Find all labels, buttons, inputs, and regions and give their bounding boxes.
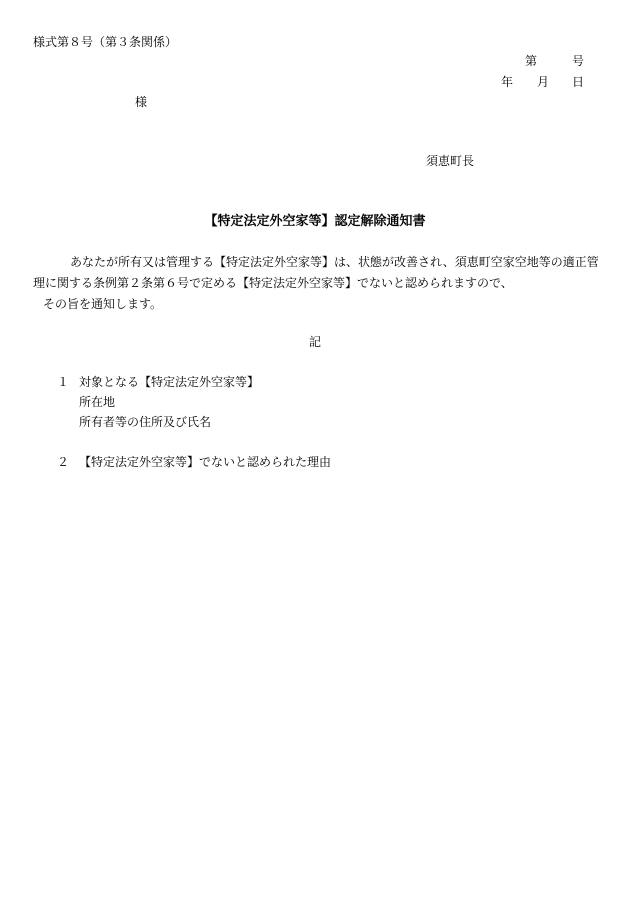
item-sub-field-owner: 所有者等の住所及び氏名: [79, 415, 212, 429]
ki-heading: 記: [308, 335, 321, 349]
item-sub-field-location: 所在地: [79, 395, 116, 409]
form-number: 様式第８号（第３条関係）: [33, 35, 178, 49]
body-text-line-1: あなたが所有又は管理する【特定法定外空家等】は、状態が改善され、須恵町空家空地等の適正管: [70, 255, 599, 269]
recipient-suffix: 様: [135, 95, 148, 109]
date-year-label: 年: [501, 75, 514, 89]
date-month-label: 月: [537, 75, 550, 89]
date-day-label: 日: [572, 75, 585, 89]
item-number: ２: [57, 455, 70, 469]
document-number-dai: 第: [525, 54, 538, 68]
sender-name: 須恵町長: [426, 154, 475, 168]
item-number: １: [57, 375, 70, 389]
body-text-line-3: その旨を通知します。: [43, 297, 163, 311]
document-title: 【特定法定外空家等】認定解除通知書: [204, 214, 426, 229]
body-text-line-2: 理に関する条例第２条第６号で定める【特定法定外空家等】でないと認められますので、: [33, 276, 513, 290]
item-label: 対象となる【特定法定外空家等】: [79, 375, 260, 389]
document-number-go: 号: [572, 54, 585, 68]
item-label: 【特定法定外空家等】でないと認められた理由: [79, 455, 332, 469]
